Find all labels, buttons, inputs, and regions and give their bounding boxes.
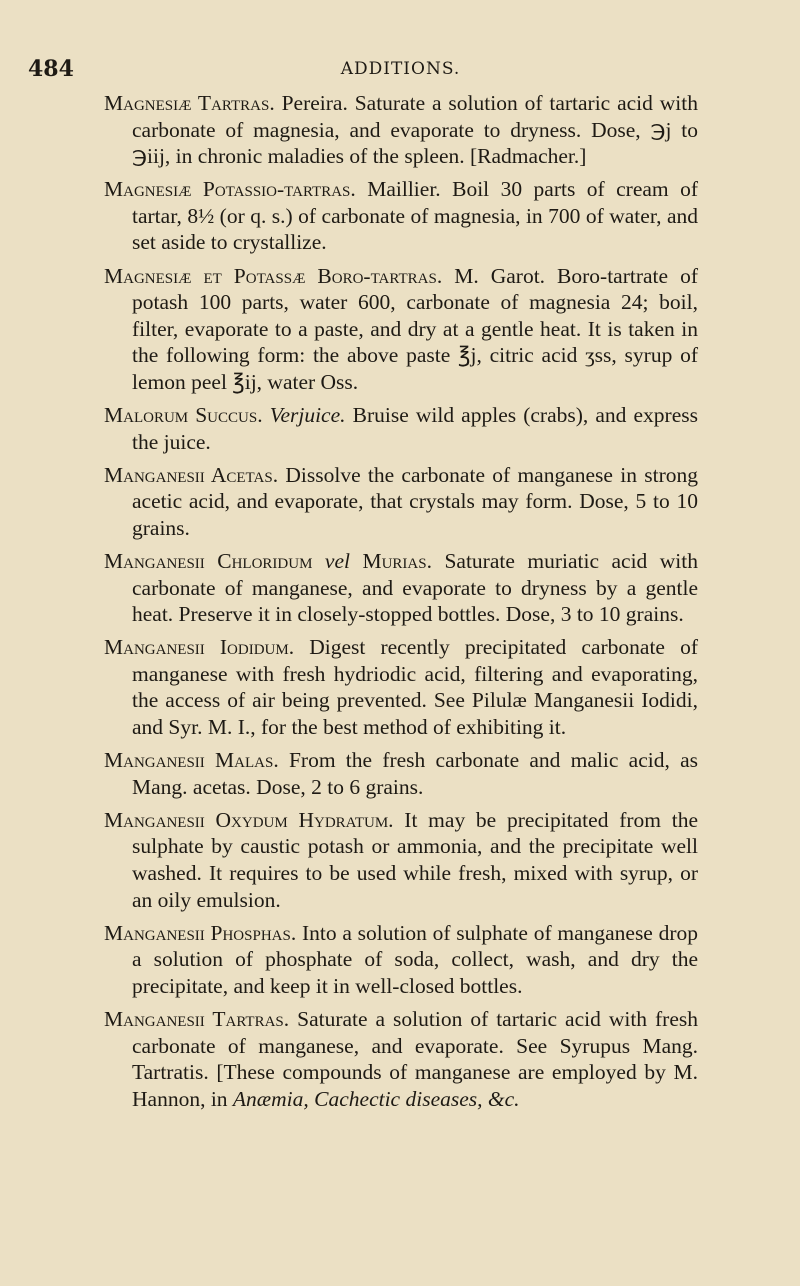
- entry-body: It may be precipitated from the sulphate by caustic potash or ammonia, and the precipitate well washed. It requires to be used while fresh, mixed with syrup, or an oily emulsion.: [132, 807, 698, 912]
- entry-head: Manganesii Iodidum.: [104, 635, 295, 660]
- entry: [104, 462, 698, 542]
- entry-italic: Verjuice.: [269, 403, 346, 428]
- entry-head: Malorum Succus.: [104, 403, 263, 428]
- entry-body: Dissolve the carbonate of manganese in strong acetic acid, and evaporate, that crystals may form. Dose, 5 to 10 grains.: [132, 462, 698, 540]
- running-title: ADDITIONS.: [340, 59, 461, 79]
- entry-body: Digest recently precipitated carbonate of manganese with fresh hydriodic acid, filtering and evaporating, the access of air being prevented. See Pilulæ Manganesii Iodidi, and Syr. M. I., for the best method of exhibiting it.: [132, 635, 698, 740]
- entry-head: Magnesiæ et Potassæ Boro-tartras.: [104, 263, 443, 288]
- entry-head: Magnesiæ Potassio-tartras.: [104, 177, 356, 202]
- page-header: [28, 56, 668, 86]
- entry-body: Saturate a solution of tartaric acid with fresh carbonate of manganese, and evaporate. See Syrupus Mang. Tartratis. [These compounds of manganese are employed by M. Hannon, in: [132, 1007, 698, 1111]
- entry-head: Manganesii Phosphas.: [104, 920, 297, 945]
- entry-body: M. Garot. Boro-tartrate of potash 100 parts, water 600, carbonate of magnesia 24; boil, filter, evaporate to a paste, and dry at a gentle heat. It is taken in the following form: the above paste ℥j, citric acid ʒss, syrup of lemon peel ℥ij, water Oss.: [132, 263, 698, 394]
- entry-italic: vel: [312, 549, 363, 573]
- entry-body: Maillier. Boil 30 parts of cream of tartar, 8½ (or q. s.) of carbonate of magnesia, in 700 of water, and set aside to crystallize.: [132, 177, 699, 255]
- entry: [104, 747, 698, 800]
- entry: [104, 176, 698, 256]
- entry-head-2: Murias.: [362, 549, 432, 573]
- entry-head: Manganesii Tartras.: [104, 1007, 290, 1031]
- entry-body: Saturate muriatic acid with carbonate of manganese, and evaporate to dryness by a gentle heat. Preserve it in closely-stopped bottles. Dose, 3 to 10 grains.: [132, 549, 699, 627]
- entry-head: Manganesii Oxydum Hydratum.: [104, 807, 394, 832]
- entry: [104, 920, 698, 1000]
- entry: [104, 1006, 698, 1112]
- entry-body: Bruise wild apples (crabs), and express the juice.: [132, 403, 698, 454]
- entry-head: Manganesii Malas.: [104, 748, 279, 773]
- entry-body: Into a solution of sulphate of manganese drop a solution of phosphate of soda, collect, wash, and dry the precipitate, and keep it in well-closed bottles.: [132, 920, 699, 998]
- entry-head: Manganesii Acetas.: [104, 462, 279, 487]
- entry: [104, 90, 698, 170]
- entry-italic: Anæmia, Cachectic diseases, &c.: [232, 1086, 520, 1111]
- entry: [104, 807, 698, 913]
- page-number: 484: [28, 56, 74, 82]
- entry: [104, 263, 698, 396]
- entry-head: Manganesii Chloridum: [104, 549, 313, 573]
- entry-head: Magnesiæ Tartras.: [104, 91, 275, 115]
- entry-body: Pereira. Saturate a solution of tartaric acid with carbonate of magnesia, and evaporate to dryness. Dose, ℈j to ℈iij, in chronic maladies of the spleen. [Radmacher.]: [132, 91, 698, 169]
- page-body: [104, 90, 698, 1119]
- entry: [104, 634, 698, 740]
- entry: [104, 548, 698, 628]
- entry-body: From the fresh carbonate and malic acid, as Mang. acetas. Dose, 2 to 6 grains.: [132, 748, 699, 799]
- entry: [104, 402, 698, 455]
